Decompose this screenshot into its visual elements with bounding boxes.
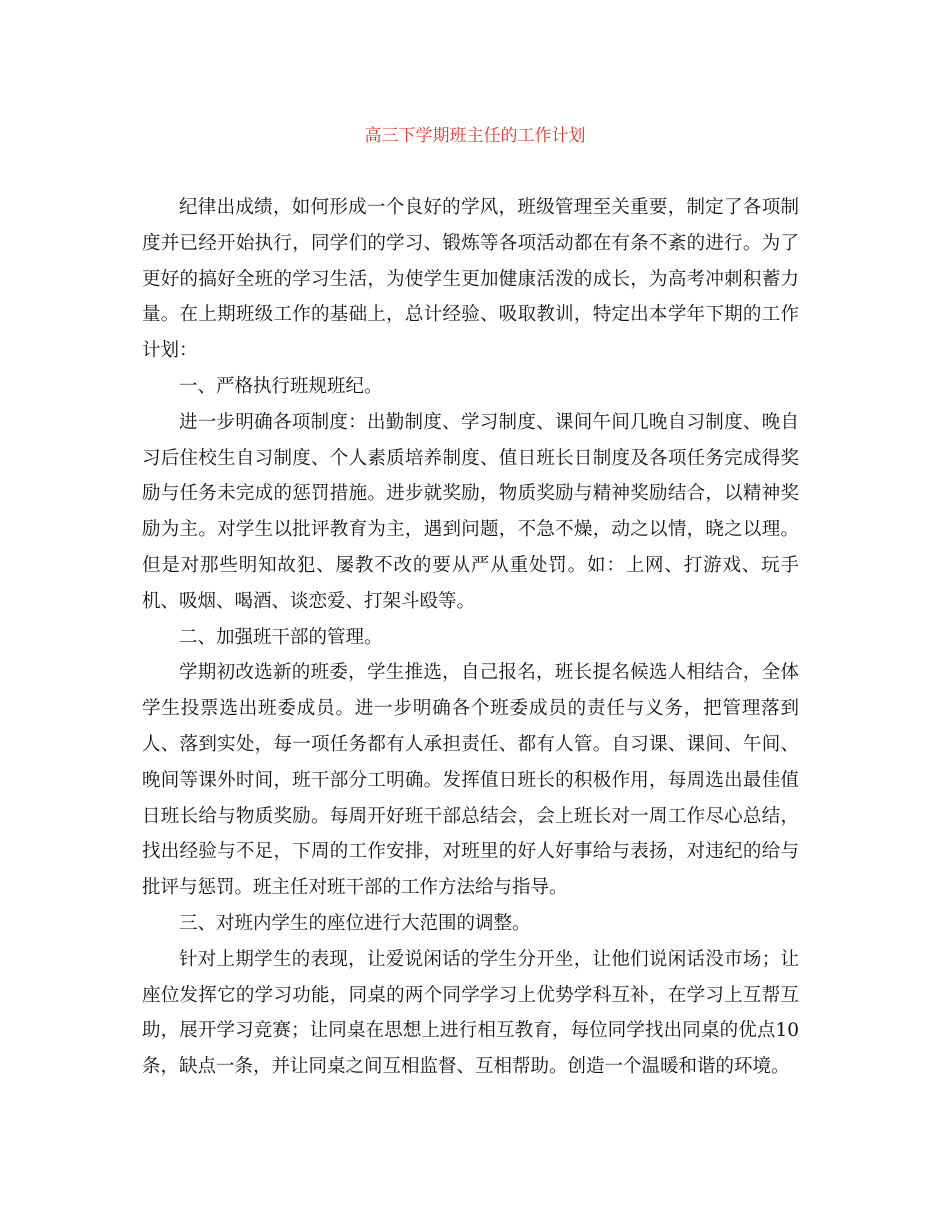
paragraph-section-3: 针对上期学生的表现，让爱说闲话的学生分开坐，让他们说闲话没市场；让座位发挥它的学习功能，同桌的两个同学学习上优势学科互补，在学习上互帮互助，展开学习竞赛；让同桌在思想上进行相互教育，每位同学找出同桌的优点10条，缺点一条，并让同桌之间互相监督、互相帮助。创造一个温暖和谐的环境。 <box>142 948 799 1078</box>
section-heading-2: 二、加强班干部的管理。 <box>179 626 383 648</box>
section-heading-3: 三、对班内学生的座位进行大范围的调整。 <box>179 912 531 934</box>
paragraph-section-2: 学期初改选新的班委，学生推选，自己报名，班长提名候选人相结合，全体学生投票选出班委成员。进一步明确各个班委成员的责任与义务，把管理落到人、落到实处，每一项任务都有人承担责任、都有人管。自习课、课间、午间、晚间等课外时间，班干部分工明确。发挥值日班长的积极作用，每周选出最佳值日班长给与物质奖励。每周开好班干部总结会，会上班长对一周工作尽心总结，找出经验与不足，下周的工作安排，对班里的好人好事给与表扬，对违纪的给与批评与惩罚。班主任对班干部的工作方法给与指导。 <box>142 662 799 899</box>
document-body <box>142 190 799 1085</box>
document-title: 高三下学期班主任的工作计划 <box>364 126 586 146</box>
section-heading-1: 一、严格执行班规班纪。 <box>179 375 383 397</box>
paragraph-intro: 纪律出成绩，如何形成一个良好的学风，班级管理至关重要，制定了各项制度并已经开始执行，同学们的学习、锻炼等各项活动都在有条不紊的进行。为了更好的搞好全班的学习生活，为使学生更加健康活泼的成长，为高考冲刺积蓄力量。在上期班级工作的基础上，总计经验、吸取教训，特定出本学年下期的工作计划： <box>142 197 799 362</box>
paragraph-section-1: 进一步明确各项制度：出勤制度、学习制度、课间午间几晚自习制度、晚自习后住校生自习制度、个人素质培养制度、值日班长日制度及各项任务完成得奖励与任务未完成的惩罚措施。进步就奖励，物质奖励与精神奖励结合，以精神奖励为主。对学生以批评教育为主，遇到问题，不急不燥，动之以情，晓之以理。但是对那些明知故犯、屡教不改的要从严从重处罚。如：上网、打游戏、玩手机、吸烟、喝酒、谈恋爱、打架斗殴等。 <box>142 411 799 612</box>
